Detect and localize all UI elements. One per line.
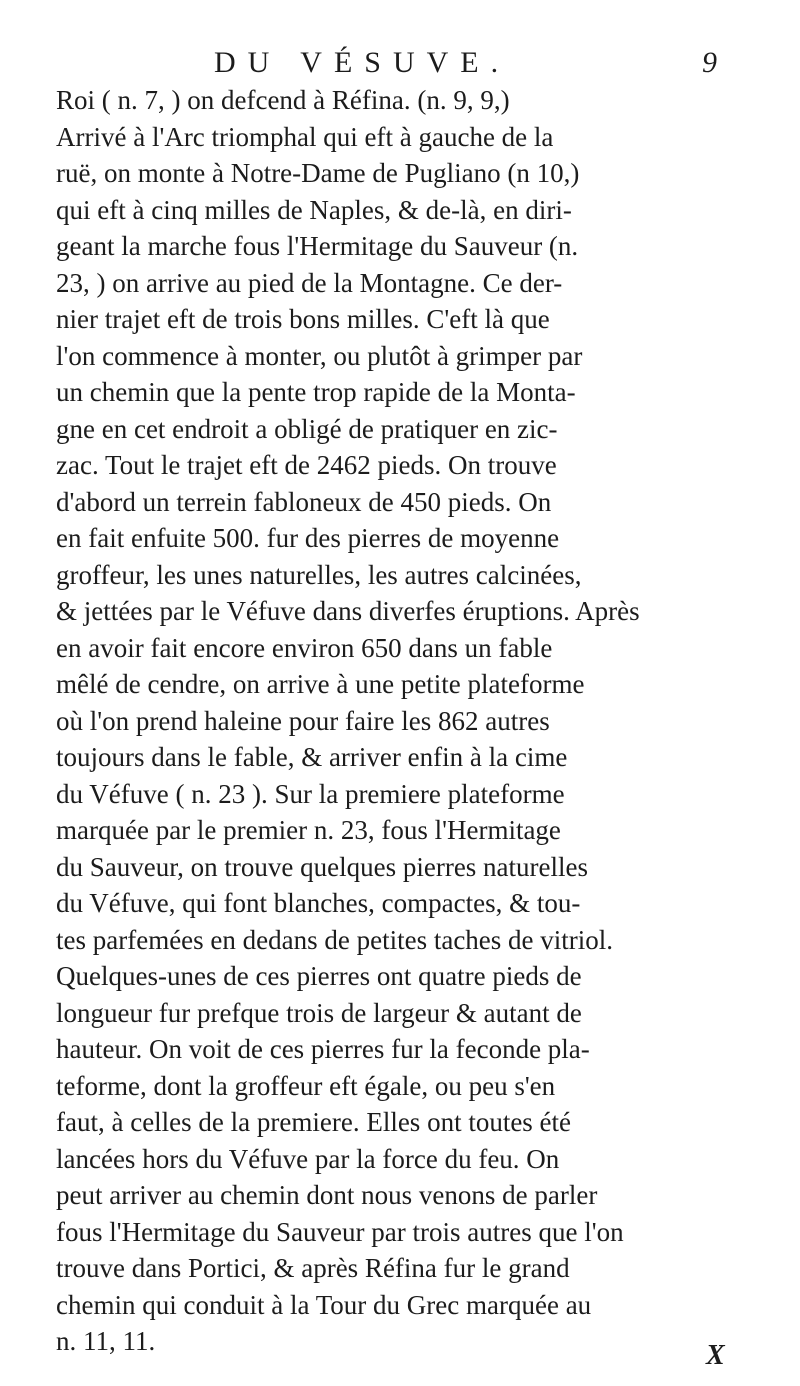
text-line: en avoir fait encore environ 650 dans un fable bbox=[56, 632, 553, 663]
text-line: teforme, dont la groffeur eft égale, ou peu s'en bbox=[56, 1070, 556, 1101]
text-line: chemin qui conduit à la Tour du Grec marquée au bbox=[56, 1289, 592, 1320]
text-line: groffeur, les unes naturelles, les autres calcinées, bbox=[56, 559, 582, 590]
text-line: du Véfuve ( n. 23 ). Sur la premiere plateforme bbox=[56, 778, 565, 809]
text-line: toujours dans le fable, & arriver enfin à la cime bbox=[56, 742, 568, 772]
text-line: ruë, on monte à Notre-Dame de Pugliano (n 10,) bbox=[56, 158, 580, 188]
page-number: 9 bbox=[702, 46, 717, 79]
text-line: en fait enfuite 500. fur des pierres de moyenne bbox=[56, 523, 560, 553]
text-line: du Véfuve, qui font blanches, compactes, & tou- bbox=[56, 888, 581, 918]
text-line: n. 11, 11. bbox=[56, 1326, 156, 1356]
text-line: faut, à celles de la premiere. Elles ont toutes été bbox=[56, 1107, 572, 1137]
text-line: longueur fur prefque trois de largeur & autant de bbox=[56, 997, 582, 1028]
text-line: nier trajet eft de trois bons milles. C'eft là que bbox=[56, 304, 550, 334]
text-line: qui eft à cinq milles de Naples, & de-là, en diri- bbox=[56, 194, 572, 225]
text-line: un chemin que la pente trop rapide de la Monta- bbox=[56, 377, 576, 407]
text-line: gne en cet endroit a obligé de pratiquer en zic- bbox=[56, 413, 558, 444]
text-line: zac. Tout le trajet eft de 2462 pieds. On trouve bbox=[56, 450, 557, 480]
text-line: mêlé de cendre, on arrive à une petite plateforme bbox=[56, 669, 585, 699]
text-line: tes parfemées en dedans de petites taches de vitriol. bbox=[56, 924, 614, 955]
body-text bbox=[56, 82, 756, 1360]
text-line: 23, ) on arrive au pied de la Montagne. Ce der- bbox=[56, 267, 563, 298]
text-line: geant la marche fous l'Hermitage du Sauveur (n. bbox=[56, 231, 579, 261]
text-line: & jettées par le Véfuve dans diverfes éruptions. Après bbox=[56, 596, 640, 626]
catchword: X bbox=[706, 1340, 725, 1371]
text-line: marquée par le premier n. 23, fous l'Hermitage bbox=[56, 815, 561, 845]
text-line: Roi ( n. 7, ) on defcend à Réfina. (n. 9, 9,) bbox=[56, 85, 510, 115]
text-line: lancées hors du Véfuve par la force du feu. On bbox=[56, 1143, 560, 1174]
text-line: d'abord un terrein fabloneux de 450 pieds. On bbox=[56, 486, 552, 517]
text-line: Quelques-unes de ces pierres ont quatre pieds de bbox=[56, 961, 582, 991]
text-line: peut arriver au chemin dont nous venons de parler bbox=[56, 1180, 598, 1210]
text-line: l'on commence à monter, ou plutôt à grimper par bbox=[56, 340, 583, 371]
text-line: du Sauveur, on trouve quelques pierres naturelles bbox=[56, 851, 589, 882]
text-line: Arrivé à l'Arc triomphal qui eft à gauche de la bbox=[56, 121, 554, 152]
running-head: DU VÉSUVE. bbox=[214, 46, 511, 79]
text-line: trouve dans Portici, & après Réfina fur le grand bbox=[56, 1253, 570, 1283]
text-line: où l'on prend haleine pour faire les 862 autres bbox=[56, 705, 550, 736]
text-line: fous l'Hermitage du Sauveur par trois autres que l'on bbox=[56, 1216, 624, 1247]
text-line: hauteur. On voit de ces pierres fur la feconde pla- bbox=[56, 1034, 590, 1064]
